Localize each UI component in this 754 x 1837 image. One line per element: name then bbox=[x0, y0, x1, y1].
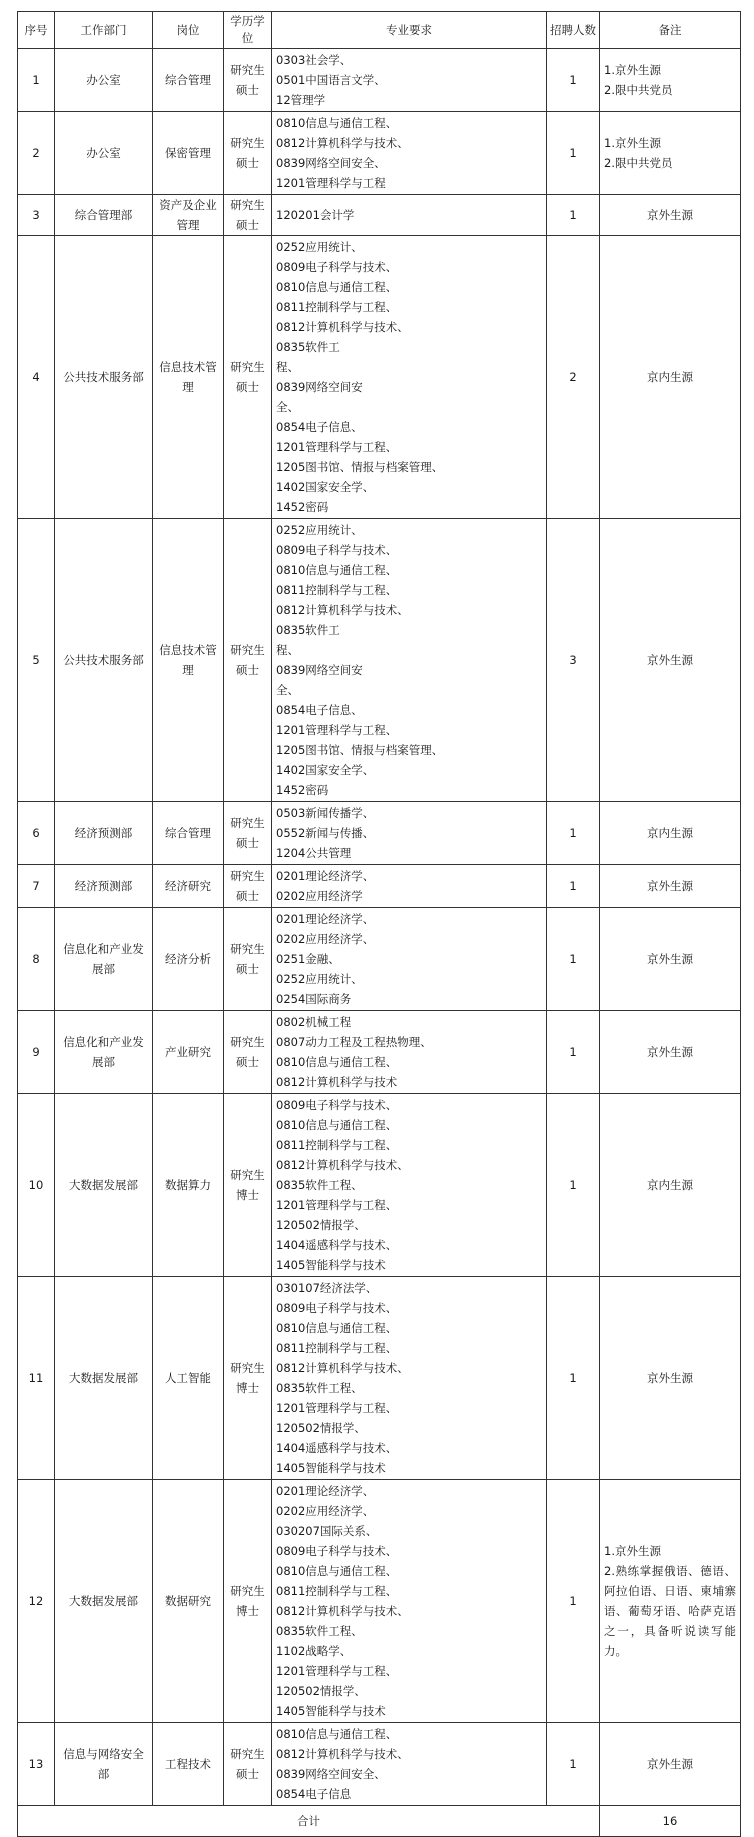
major-item: 0812计算机科学与技术、 bbox=[276, 603, 409, 617]
major-item: 0802机械工程 bbox=[276, 1015, 352, 1029]
row-count: 1 bbox=[547, 1480, 600, 1723]
row-no: 10 bbox=[18, 1094, 55, 1277]
major-item: 0252应用统计、 bbox=[276, 972, 363, 986]
row-count: 1 bbox=[547, 1011, 600, 1094]
major-item: 030207国际关系、 bbox=[276, 1524, 378, 1538]
major-item: 0552新闻与传播、 bbox=[276, 826, 375, 840]
note-item: 京内生源 bbox=[647, 826, 693, 840]
header-post: 岗位 bbox=[153, 12, 224, 49]
row-majors bbox=[272, 519, 547, 802]
recruitment-table bbox=[17, 11, 741, 1837]
major-item: 1404遥感科学与技术、 bbox=[276, 1238, 398, 1252]
row-dept: 经济预测部 bbox=[55, 802, 153, 865]
row-no: 9 bbox=[18, 1011, 55, 1094]
row-dept: 综合管理部 bbox=[55, 195, 153, 236]
table-row bbox=[18, 802, 741, 865]
row-count: 1 bbox=[547, 1277, 600, 1480]
major-item: 0810信息与通信工程、 bbox=[276, 116, 398, 130]
note-item: 京外生源 bbox=[647, 653, 693, 667]
major-item: 0811控制科学与工程、 bbox=[276, 1584, 398, 1598]
row-edu: 研究生博士 bbox=[224, 1480, 272, 1723]
table-row bbox=[18, 1011, 741, 1094]
note-item: 1.京外生源 bbox=[604, 63, 661, 77]
table-row bbox=[18, 1094, 741, 1277]
row-count: 1 bbox=[547, 195, 600, 236]
major-item: 1201管理科学与工程、 bbox=[276, 1198, 398, 1212]
row-count: 1 bbox=[547, 865, 600, 908]
table-row bbox=[18, 49, 741, 112]
row-no: 2 bbox=[18, 112, 55, 195]
major-item: 0839网络空间安全、 bbox=[276, 1767, 386, 1781]
major-item: 1205图书馆、情报与档案管理、 bbox=[276, 460, 444, 474]
row-notes bbox=[600, 112, 741, 195]
major-item: 0810信息与通信工程、 bbox=[276, 1321, 398, 1335]
row-majors bbox=[272, 112, 547, 195]
major-item: 1405智能科学与技术 bbox=[276, 1704, 386, 1718]
row-post: 综合管理 bbox=[153, 49, 224, 112]
row-no: 6 bbox=[18, 802, 55, 865]
major-item: 120502情报学、 bbox=[276, 1684, 366, 1698]
row-notes bbox=[600, 1480, 741, 1723]
row-dept: 信息化和产业发展部 bbox=[55, 908, 153, 1011]
row-notes bbox=[600, 1094, 741, 1277]
row-notes bbox=[600, 865, 741, 908]
major-item: 0811控制科学与工程、 bbox=[276, 300, 398, 314]
row-edu: 研究生博士 bbox=[224, 1094, 272, 1277]
row-edu: 研究生博士 bbox=[224, 1277, 272, 1480]
row-notes bbox=[600, 1011, 741, 1094]
major-item: 0812计算机科学与技术、 bbox=[276, 1361, 409, 1375]
row-post: 信息技术管理 bbox=[153, 519, 224, 802]
row-dept: 公共技术服务部 bbox=[55, 236, 153, 519]
major-item: 1201管理科学与工程、 bbox=[276, 1664, 398, 1678]
major-item: 1452密码 bbox=[276, 783, 329, 797]
row-dept: 公共技术服务部 bbox=[55, 519, 153, 802]
major-item: 1102战略学、 bbox=[276, 1644, 352, 1658]
major-item: 1402国家安全学、 bbox=[276, 480, 375, 494]
row-majors bbox=[272, 1277, 547, 1480]
major-item: 0812计算机科学与技术、 bbox=[276, 1747, 409, 1761]
row-majors bbox=[272, 802, 547, 865]
row-dept: 信息化和产业发展部 bbox=[55, 1011, 153, 1094]
major-item: 0201理论经济学、 bbox=[276, 1484, 375, 1498]
total-row bbox=[18, 1806, 741, 1837]
major-item: 0809电子科学与技术、 bbox=[276, 260, 398, 274]
major-item: 0812计算机科学与技术、 bbox=[276, 320, 409, 334]
row-notes bbox=[600, 519, 741, 802]
major-item: 0854电子信息、 bbox=[276, 420, 363, 434]
note-item: 京外生源 bbox=[647, 1045, 693, 1059]
header-edu: 学历学位 bbox=[224, 12, 272, 49]
major-item: 0503新闻传播学、 bbox=[276, 806, 375, 820]
row-post: 数据研究 bbox=[153, 1480, 224, 1723]
row-post: 资产及企业管理 bbox=[153, 195, 224, 236]
major-item: 全、 bbox=[276, 400, 299, 414]
note-item: 2.限中共党员 bbox=[604, 156, 673, 170]
table-row bbox=[18, 112, 741, 195]
note-item: 京内生源 bbox=[647, 1178, 693, 1192]
major-item: 0839网络空间安 bbox=[276, 663, 363, 677]
major-item: 1205图书馆、情报与档案管理、 bbox=[276, 743, 444, 757]
table-row bbox=[18, 195, 741, 236]
major-item: 1201管理科学与工程、 bbox=[276, 723, 398, 737]
major-item: 0811控制科学与工程、 bbox=[276, 1341, 398, 1355]
major-item: 0812计算机科学与技术、 bbox=[276, 1158, 409, 1172]
row-dept: 办公室 bbox=[55, 112, 153, 195]
note-item: 京外生源 bbox=[647, 1757, 693, 1771]
major-item: 1452密码 bbox=[276, 500, 329, 514]
row-no: 12 bbox=[18, 1480, 55, 1723]
row-count: 1 bbox=[547, 908, 600, 1011]
row-post: 经济研究 bbox=[153, 865, 224, 908]
header-count: 招聘人数 bbox=[547, 12, 600, 49]
row-dept: 大数据发展部 bbox=[55, 1480, 153, 1723]
major-item: 1204公共管理 bbox=[276, 846, 352, 860]
major-item: 程、 bbox=[276, 643, 299, 657]
row-dept: 办公室 bbox=[55, 49, 153, 112]
major-item: 0839网络空间安 bbox=[276, 380, 363, 394]
row-no: 4 bbox=[18, 236, 55, 519]
row-notes bbox=[600, 908, 741, 1011]
major-item: 0807动力工程及工程热物理、 bbox=[276, 1035, 432, 1049]
major-item: 1404遥感科学与技术、 bbox=[276, 1441, 398, 1455]
note-item: 京外生源 bbox=[647, 879, 693, 893]
major-item: 0201理论经济学、 bbox=[276, 912, 375, 926]
header-dept: 工作部门 bbox=[55, 12, 153, 49]
row-count: 1 bbox=[547, 1723, 600, 1806]
major-item: 120502情报学、 bbox=[276, 1421, 366, 1435]
row-edu: 研究生硕士 bbox=[224, 112, 272, 195]
major-item: 0839网络空间安全、 bbox=[276, 156, 386, 170]
row-count: 2 bbox=[547, 236, 600, 519]
total-value: 16 bbox=[600, 1806, 741, 1837]
row-majors bbox=[272, 195, 547, 236]
row-post: 工程技术 bbox=[153, 1723, 224, 1806]
row-edu: 研究生硕士 bbox=[224, 236, 272, 519]
row-edu: 研究生硕士 bbox=[224, 1723, 272, 1806]
row-dept: 大数据发展部 bbox=[55, 1094, 153, 1277]
major-item: 0201理论经济学、 bbox=[276, 869, 375, 883]
row-no: 7 bbox=[18, 865, 55, 908]
table-row bbox=[18, 1277, 741, 1480]
major-item: 0810信息与通信工程、 bbox=[276, 563, 398, 577]
row-count: 1 bbox=[547, 112, 600, 195]
major-item: 0202应用经济学、 bbox=[276, 932, 375, 946]
table-row bbox=[18, 865, 741, 908]
table-row bbox=[18, 236, 741, 519]
major-item: 1201管理科学与工程、 bbox=[276, 440, 398, 454]
row-post: 产业研究 bbox=[153, 1011, 224, 1094]
major-item: 0835软件工程、 bbox=[276, 1178, 363, 1192]
row-majors bbox=[272, 1094, 547, 1277]
major-item: 0810信息与通信工程、 bbox=[276, 1118, 398, 1132]
major-item: 030107经济法学、 bbox=[276, 1281, 378, 1295]
row-count: 1 bbox=[547, 1094, 600, 1277]
major-item: 0812计算机科学与技术、 bbox=[276, 1604, 409, 1618]
row-post: 综合管理 bbox=[153, 802, 224, 865]
note-item: 京外生源 bbox=[647, 208, 693, 222]
note-item: 2.熟练掌握俄语、德语、阿拉伯语、日语、柬埔寨语、葡萄牙语、哈萨克语之一，具备听说读写能力。 bbox=[604, 1564, 736, 1658]
major-item: 0809电子科学与技术、 bbox=[276, 543, 398, 557]
row-edu: 研究生硕士 bbox=[224, 1011, 272, 1094]
major-item: 0810信息与通信工程、 bbox=[276, 1727, 398, 1741]
major-item: 0811控制科学与工程、 bbox=[276, 1138, 398, 1152]
major-item: 0854电子信息 bbox=[276, 1787, 352, 1801]
table-row bbox=[18, 1480, 741, 1723]
major-item: 0812计算机科学与技术、 bbox=[276, 136, 409, 150]
row-edu: 研究生硕士 bbox=[224, 865, 272, 908]
table-row bbox=[18, 519, 741, 802]
major-item: 0812计算机科学与技术 bbox=[276, 1075, 398, 1089]
major-item: 0835软件工程、 bbox=[276, 1624, 363, 1638]
major-item: 0303社会学、 bbox=[276, 53, 352, 67]
major-item: 程、 bbox=[276, 360, 299, 374]
row-count: 1 bbox=[547, 49, 600, 112]
table-row bbox=[18, 908, 741, 1011]
row-edu: 研究生硕士 bbox=[224, 195, 272, 236]
major-item: 0501中国语言文学、 bbox=[276, 73, 386, 87]
note-item: 京外生源 bbox=[647, 1371, 693, 1385]
major-item: 0252应用统计、 bbox=[276, 523, 363, 537]
major-item: 0252应用统计、 bbox=[276, 240, 363, 254]
row-majors bbox=[272, 1723, 547, 1806]
row-no: 3 bbox=[18, 195, 55, 236]
row-majors bbox=[272, 908, 547, 1011]
major-item: 12管理学 bbox=[276, 93, 326, 107]
total-label: 合计 bbox=[18, 1806, 600, 1837]
row-no: 8 bbox=[18, 908, 55, 1011]
table-row bbox=[18, 1723, 741, 1806]
major-item: 0251金融、 bbox=[276, 952, 340, 966]
major-item: 0202应用经济学、 bbox=[276, 1504, 375, 1518]
header-note: 备注 bbox=[600, 12, 741, 49]
note-item: 京内生源 bbox=[647, 370, 693, 384]
row-count: 3 bbox=[547, 519, 600, 802]
major-item: 0202应用经济学 bbox=[276, 889, 363, 903]
row-dept: 经济预测部 bbox=[55, 865, 153, 908]
row-edu: 研究生硕士 bbox=[224, 908, 272, 1011]
row-majors bbox=[272, 1480, 547, 1723]
header-no: 序号 bbox=[18, 12, 55, 49]
major-item: 120502情报学、 bbox=[276, 1218, 366, 1232]
row-dept: 信息与网络安全部 bbox=[55, 1723, 153, 1806]
row-majors bbox=[272, 49, 547, 112]
row-notes bbox=[600, 1277, 741, 1480]
header-major: 专业要求 bbox=[272, 12, 547, 49]
row-dept: 大数据发展部 bbox=[55, 1277, 153, 1480]
major-item: 1405智能科学与技术 bbox=[276, 1461, 386, 1475]
row-no: 1 bbox=[18, 49, 55, 112]
major-item: 0854电子信息、 bbox=[276, 703, 363, 717]
row-post: 经济分析 bbox=[153, 908, 224, 1011]
major-item: 0835软件工程、 bbox=[276, 1381, 363, 1395]
row-post: 人工智能 bbox=[153, 1277, 224, 1480]
major-item: 0809电子科学与技术、 bbox=[276, 1098, 398, 1112]
major-item: 120201会计学 bbox=[276, 208, 355, 222]
row-no: 5 bbox=[18, 519, 55, 802]
major-item: 1405智能科学与技术 bbox=[276, 1258, 386, 1272]
row-notes bbox=[600, 1723, 741, 1806]
note-item: 1.京外生源 bbox=[604, 1544, 661, 1558]
row-post: 保密管理 bbox=[153, 112, 224, 195]
row-majors bbox=[272, 236, 547, 519]
note-item: 2.限中共党员 bbox=[604, 83, 673, 97]
major-item: 1201管理科学与工程、 bbox=[276, 1401, 398, 1415]
major-item: 0810信息与通信工程、 bbox=[276, 1055, 398, 1069]
note-item: 京外生源 bbox=[647, 952, 693, 966]
row-edu: 研究生硕士 bbox=[224, 519, 272, 802]
major-item: 0835软件工 bbox=[276, 623, 340, 637]
major-item: 0811控制科学与工程、 bbox=[276, 583, 398, 597]
row-notes bbox=[600, 49, 741, 112]
major-item: 0810信息与通信工程、 bbox=[276, 1564, 398, 1578]
major-item: 0809电子科学与技术、 bbox=[276, 1301, 398, 1315]
row-edu: 研究生硕士 bbox=[224, 802, 272, 865]
row-majors bbox=[272, 865, 547, 908]
row-edu: 研究生硕士 bbox=[224, 49, 272, 112]
major-item: 0809电子科学与技术、 bbox=[276, 1544, 398, 1558]
row-post: 数据算力 bbox=[153, 1094, 224, 1277]
major-item: 0810信息与通信工程、 bbox=[276, 280, 398, 294]
major-item: 0254国际商务 bbox=[276, 992, 352, 1006]
major-item: 全、 bbox=[276, 683, 299, 697]
major-item: 1201管理科学与工程 bbox=[276, 176, 386, 190]
row-majors bbox=[272, 1011, 547, 1094]
row-no: 13 bbox=[18, 1723, 55, 1806]
note-item: 1.京外生源 bbox=[604, 136, 661, 150]
table-body bbox=[18, 49, 741, 1806]
row-no: 11 bbox=[18, 1277, 55, 1480]
major-item: 1402国家安全学、 bbox=[276, 763, 375, 777]
row-notes bbox=[600, 236, 741, 519]
table-header-row bbox=[18, 12, 741, 49]
row-notes bbox=[600, 195, 741, 236]
row-count: 1 bbox=[547, 802, 600, 865]
row-post: 信息技术管理 bbox=[153, 236, 224, 519]
major-item: 0835软件工 bbox=[276, 340, 340, 354]
row-notes bbox=[600, 802, 741, 865]
